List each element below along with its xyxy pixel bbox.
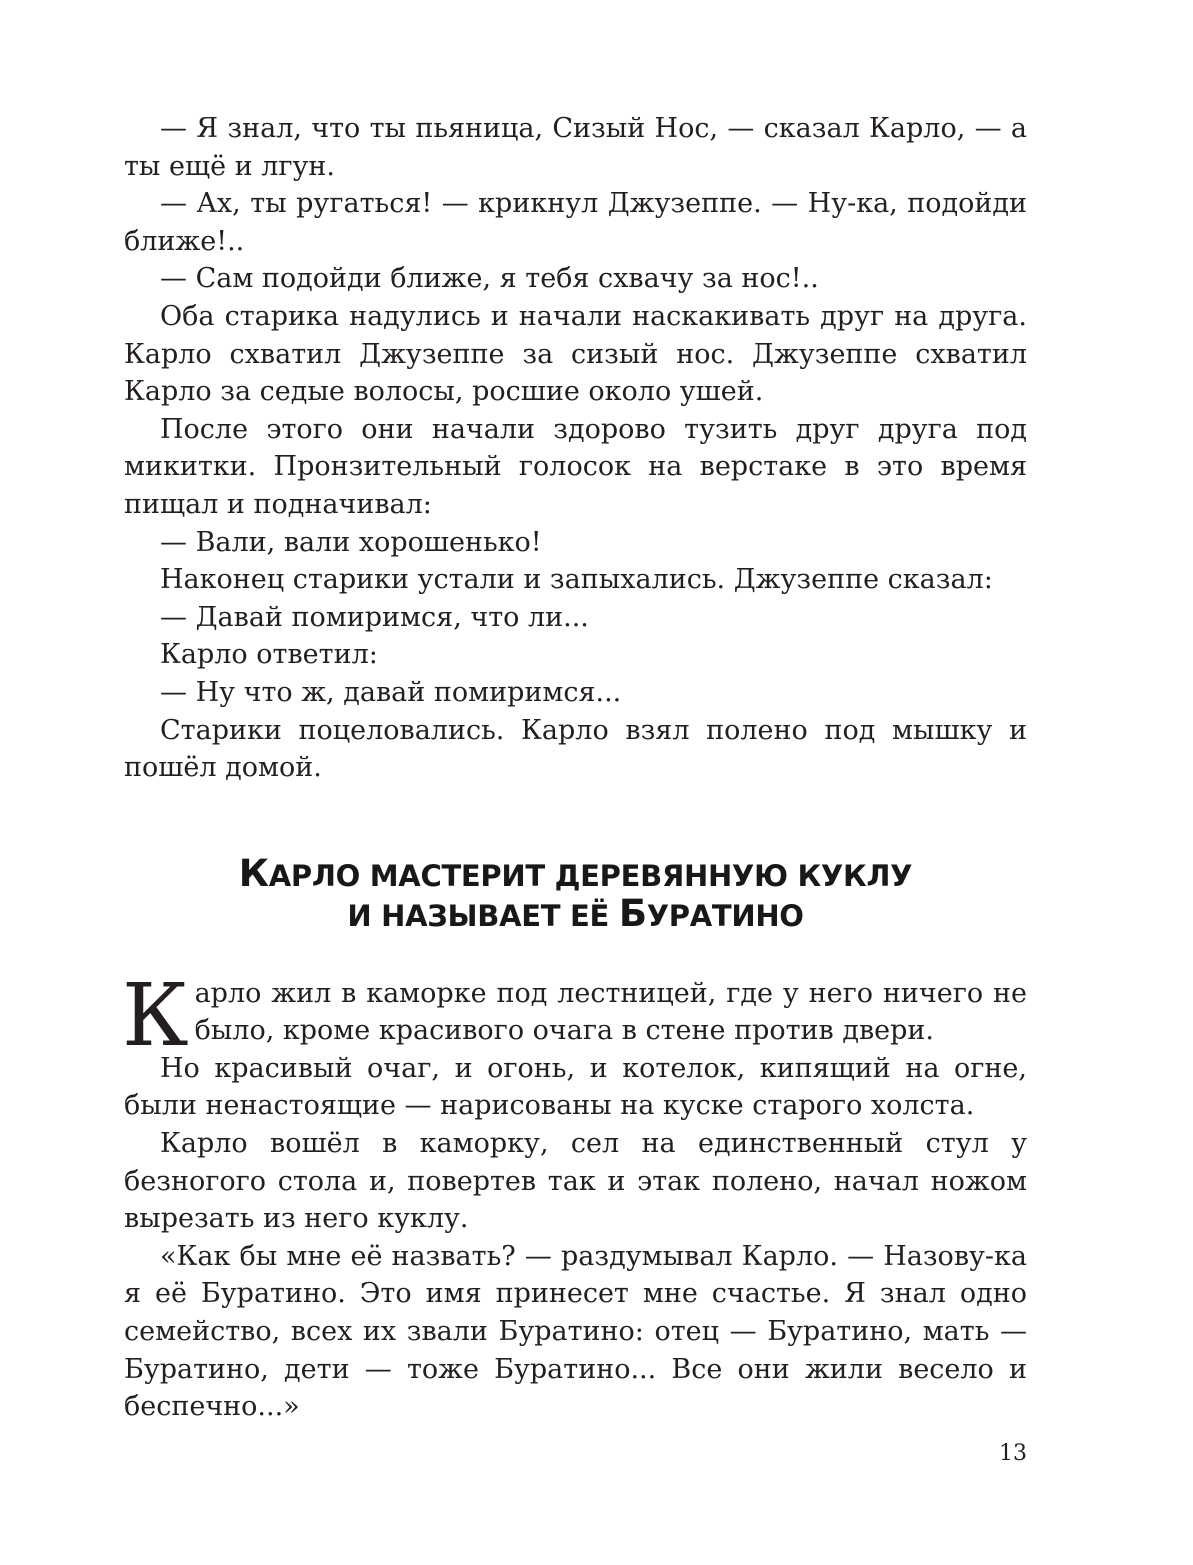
paragraph: — Ах, ты ругаться! — крикнул Джузеппе. — Ну-ка, подойди ближе!.. bbox=[124, 188, 1027, 257]
chapter-title-line-2: И НАЗЫВАЕТ ЕЁ БУРАТИНО bbox=[347, 891, 804, 935]
paragraph: После этого они начали здорово тузить друг друга под микитки. Пронзительный голосок на верстаке в это время пищал и подначивал: bbox=[124, 413, 1027, 520]
paragraph: Но красивый очаг, и огонь, и котелок, кипящий на огне, были ненастоящие — нарисованы на куске старого холста. bbox=[124, 1052, 1027, 1122]
paragraph: Карло ответил: bbox=[160, 639, 378, 671]
paragraph: — Ну что ж, давай помиримся... bbox=[160, 676, 622, 708]
paragraph: «Как бы мне её назвать? — раздумывал Карло. — Назову-ка я её Буратино. Это имя принесет мне счастье. Я знал одно семейство, всех их звали Буратино: отец — Буратино, мать — Буратино, дети — тоже Буратино... Все они жили весело и беспечно...» bbox=[124, 1240, 1027, 1423]
page-text-block bbox=[124, 110, 1027, 1426]
paragraph: Наконец старики устали и запыхались. Джузеппе сказал: bbox=[160, 564, 993, 596]
chapter-title bbox=[124, 851, 1027, 935]
first-paragraph: Карло жил в каморке под лестницей, где у него ничего не было, кроме красивого очага в стене против двери. bbox=[122, 965, 1027, 1066]
paragraph: Старики поцеловались. Карло взял полено под мышку и пошёл домой. bbox=[124, 714, 1027, 784]
chapter-body bbox=[122, 965, 1027, 1426]
paragraph: — Я знал, что ты пьяница, Сизый Нос, — сказал Карло, — а ты ещё и лгун. bbox=[124, 113, 1027, 182]
paragraph: — Вали, вали хорошенько! bbox=[160, 526, 542, 558]
paragraph: — Сам подойди ближе, я тебя схвачу за нос!.. bbox=[160, 263, 819, 295]
paragraph: Карло вошёл в каморку, сел на единственный стул у безногого стола и, повертев так и этак полено, начал ножом вырезать из него куклу. bbox=[124, 1128, 1027, 1235]
page-number: 13 bbox=[999, 1441, 1027, 1466]
drop-cap: К bbox=[122, 965, 189, 1066]
paragraph: — Давай помиримся, что ли... bbox=[160, 601, 589, 633]
chapter-title-line-1: КАРЛО МАСТЕРИТ ДЕРЕВЯННУЮ КУКЛУ bbox=[238, 851, 913, 895]
paragraph: Оба старика надулись и начали наскакивать друг на друга. Карло схватил Джузеппе за сизый нос. Джузеппе схватил Карло за седые волосы, росшие около ушей. bbox=[124, 300, 1027, 408]
